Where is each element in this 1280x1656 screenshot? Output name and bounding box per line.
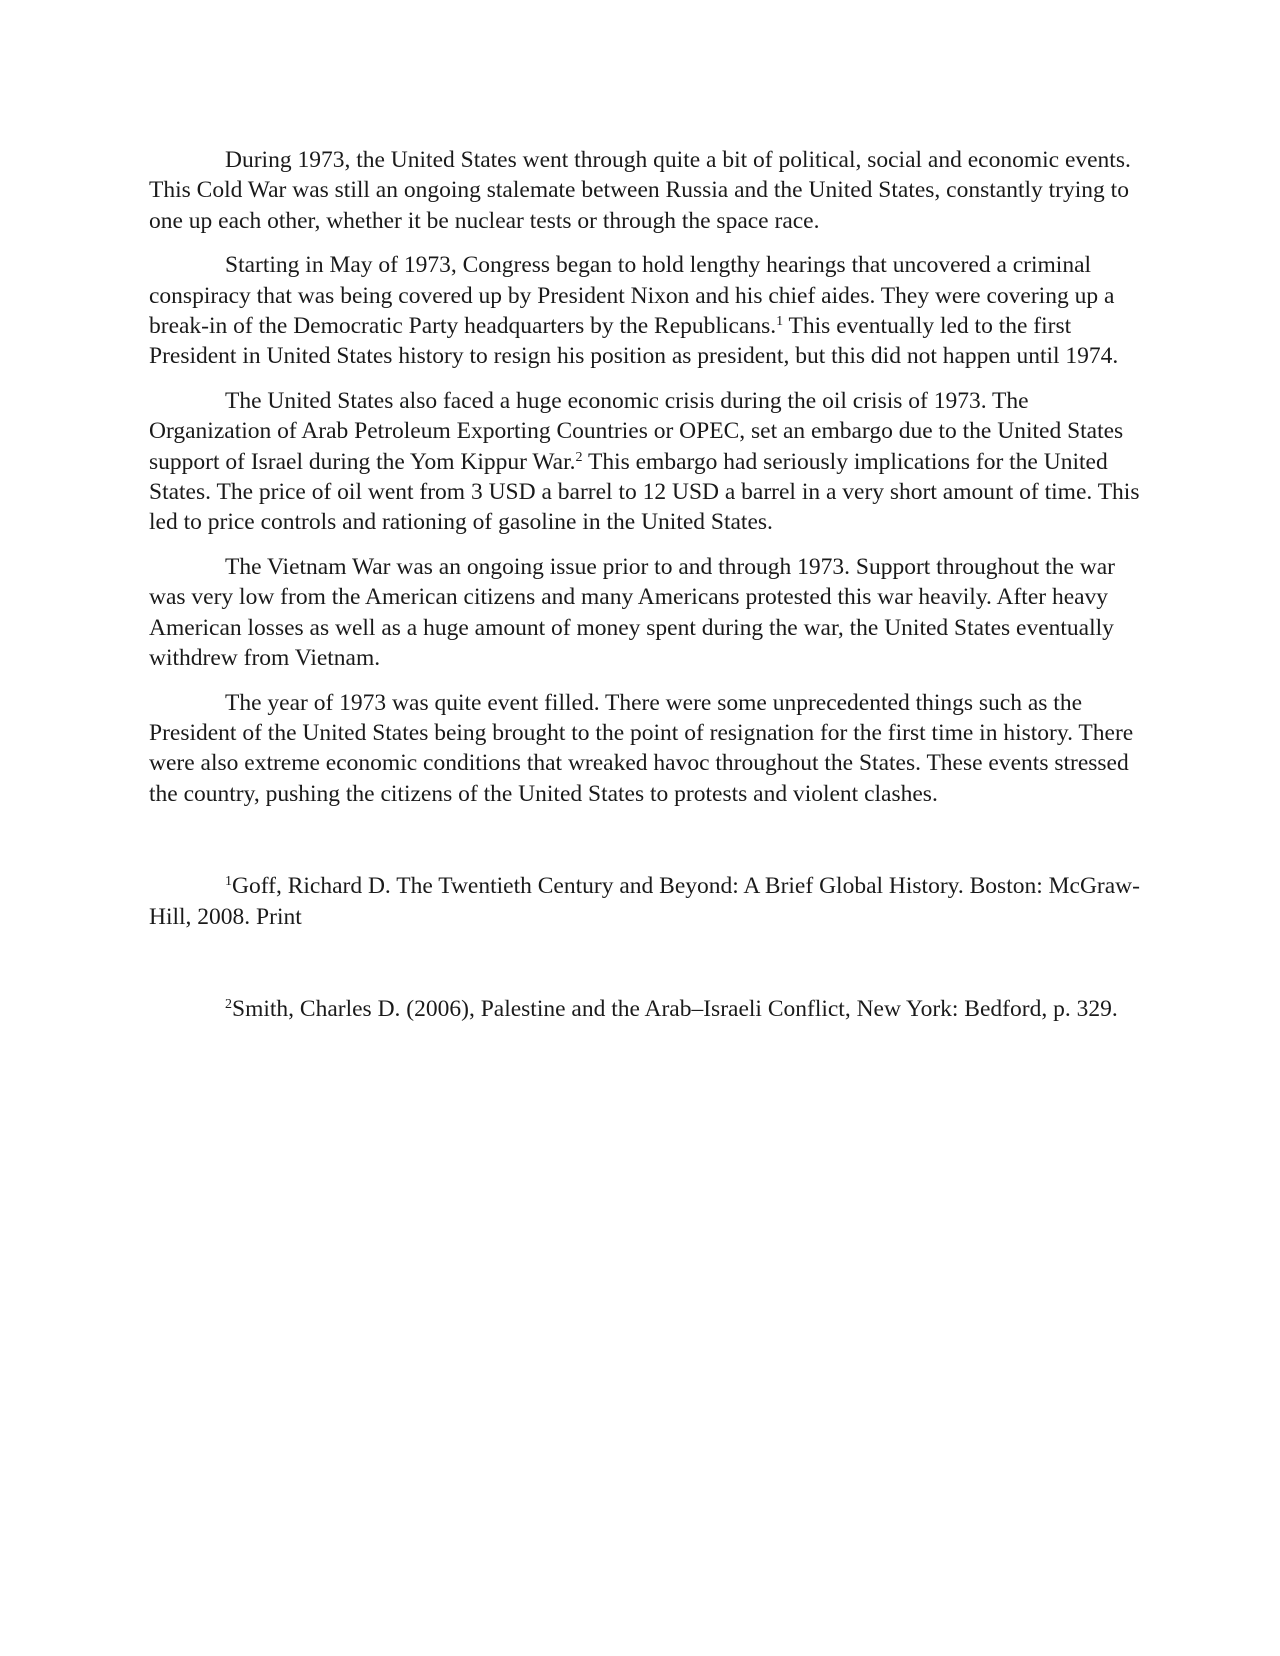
paragraph-watergate bbox=[149, 250, 1149, 372]
footnote-reference: 2 bbox=[575, 449, 583, 465]
footnote-text: Smith, Charles D. (2006), Palestine and the Arab–Israeli Conflict, New York: Bedford, p. 329. bbox=[232, 995, 1118, 1022]
paragraph-vietnam bbox=[149, 552, 1149, 674]
footnotes bbox=[149, 871, 1149, 1024]
paragraph-intro bbox=[149, 145, 1149, 236]
paragraph-text: During 1973, the United States went through quite a bit of political, social and economic events. This Cold War was still an ongoing stalemate between Russia and the United States, constantly trying to one up each other, whether it be nuclear tests or through the space race. bbox=[149, 147, 1131, 234]
paragraph-text: This eventually led to the first President in United States history to resign his position as president, but this did not happen until 1974. bbox=[149, 313, 1119, 370]
footnote-reference: 1 bbox=[776, 314, 784, 330]
paragraph-text: The United States also faced a huge economic crisis during the oil crisis of 1973. The Organization of Arab Petroleum Exporting Countries or OPEC, set an embargo due to the United States support of Israel during the Yom Kippur War. bbox=[149, 387, 1124, 475]
footnote-mark: 2 bbox=[225, 996, 232, 1012]
footnote-text: Goff, Richard D. The Twentieth Century and Beyond: A Brief Global History. Boston: McGraw-Hill, 2008. Print bbox=[149, 873, 1140, 930]
paragraph-oil-crisis bbox=[149, 386, 1149, 538]
paragraph-text: The year of 1973 was quite event filled. There were some unprecedented things such as the President of the United States being brought to the point of resignation for the first time in history. There were also extreme economic conditions that wreaked havoc throughout the States. These events stressed the country, pushing the citizens of the United States to protests and violent clashes. bbox=[149, 689, 1134, 807]
footnote-mark: 1 bbox=[225, 874, 232, 890]
footnote-1 bbox=[149, 871, 1149, 932]
paragraph-conclusion bbox=[149, 688, 1149, 810]
paragraph-text: Starting in May of 1973, Congress began to hold lengthy hearings that uncovered a criminal conspiracy that was being covered up by President Nixon and his chief aides. They were covering up a break-in of the Democratic Party headquarters by the Republicans. bbox=[149, 252, 1115, 340]
paragraph-text: This embargo had seriously implications for the United States. The price of oil went from 3 USD a barrel to 12 USD a barrel in a very short amount of time. This led to price controls and rationing of gasoline in the United States. bbox=[149, 448, 1140, 536]
footnote-2 bbox=[149, 994, 1149, 1024]
document-body bbox=[149, 145, 1149, 1024]
paragraph-text: The Vietnam War was an ongoing issue prior to and through 1973. Support throughout the war was very low from the American citizens and many Americans protested this war heavily. After heavy American losses as well as a huge amount of money spent during the war, the United States eventually withdrew from Vietnam. bbox=[149, 553, 1115, 672]
